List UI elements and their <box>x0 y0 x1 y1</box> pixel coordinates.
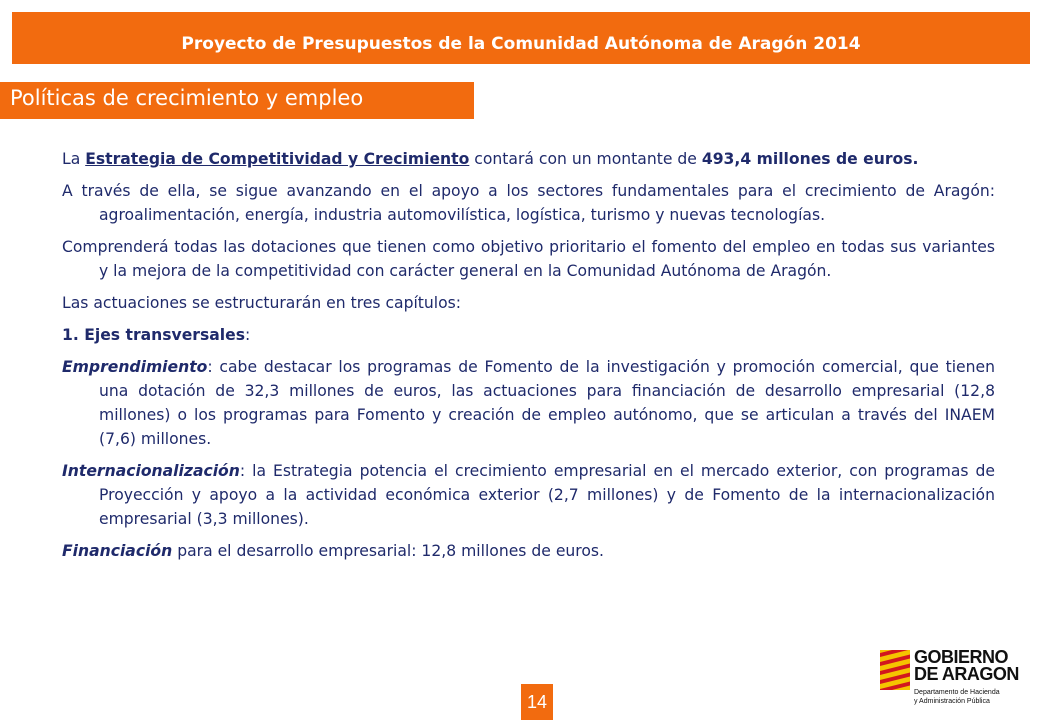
gobierno-aragon-logo <box>880 648 1030 710</box>
aragon-flag-icon <box>880 650 910 690</box>
logo-sub1: Departamento de Hacienda <box>914 689 1000 696</box>
financiacion-label: Financiación <box>62 542 173 560</box>
section-title: Políticas de crecimiento y empleo <box>10 86 364 110</box>
paragraph-ejes <box>62 323 995 347</box>
p1-mid: contará con un montante de <box>469 150 702 168</box>
paragraph-sectors: A través de ella, se sigue avanzando en el apoyo a los sectores fundamentales para el crecimiento de Aragón: agroalimentación, energía, industria automovilística, logística, turismo y nuevas tecnologías. <box>62 182 995 224</box>
logo-subtitle <box>914 688 1000 706</box>
page-number: 14 <box>521 684 553 720</box>
logo-line2: DE ARAGON <box>914 664 1019 684</box>
paragraph-strategy <box>62 147 995 171</box>
ejes-rest: : <box>244 326 251 344</box>
paragraph-financiacion <box>62 539 995 563</box>
paragraph-internacionalizacion <box>62 459 995 531</box>
paragraph-capitulos: Las actuaciones se estructurarán en tres capítulos: <box>62 294 462 312</box>
p1-pre: La <box>62 150 86 168</box>
emprendimiento-rest: : cabe destacar los programas de Fomento de la investigación y promoción comercial, que tienen una dotación de 32,3 millones de euros, las actuaciones para financiación de desarrollo empresarial (12,8 millones) o los programas para Fomento y creación de empleo autónomo, que se articulan a través del INAEM (7,6) millones. <box>99 358 995 448</box>
strategy-link[interactable]: Estrategia de Competitividad y Crecimiento <box>85 150 470 168</box>
body-text <box>62 147 995 571</box>
strategy-amount: 493,4 millones de euros. <box>701 150 919 168</box>
financiacion-rest: para el desarrollo empresarial: 12,8 millones de euros. <box>172 542 604 560</box>
logo-sub2: y Administración Pública <box>914 698 990 705</box>
header-title: Proyecto de Presupuestos de la Comunidad Autónoma de Aragón 2014 <box>181 34 861 54</box>
internacionalizacion-rest: : la Estrategia potencia el crecimiento empresarial en el mercado exterior, con programas de Proyección y apoyo a la actividad económica exterior (2,7 millones) y de Fomento de la internacionalización empresarial (3,3 millones). <box>99 462 995 528</box>
header-bar <box>12 12 1030 64</box>
emprendimiento-label: Emprendimiento <box>62 358 208 376</box>
ejes-label: 1. Ejes transversales <box>62 326 245 344</box>
paragraph-dotaciones: Comprenderá todas las dotaciones que tienen como objetivo prioritario el fomento del empleo en todas sus variantes y la mejora de la competitividad con carácter general en la Comunidad Autónoma de Aragón. <box>62 238 995 280</box>
internacionalizacion-label: Internacionalización <box>62 462 240 480</box>
section-title-bar <box>0 82 474 119</box>
paragraph-emprendimiento <box>62 355 995 451</box>
logo-line1: GOBIERNO <box>914 647 1009 667</box>
